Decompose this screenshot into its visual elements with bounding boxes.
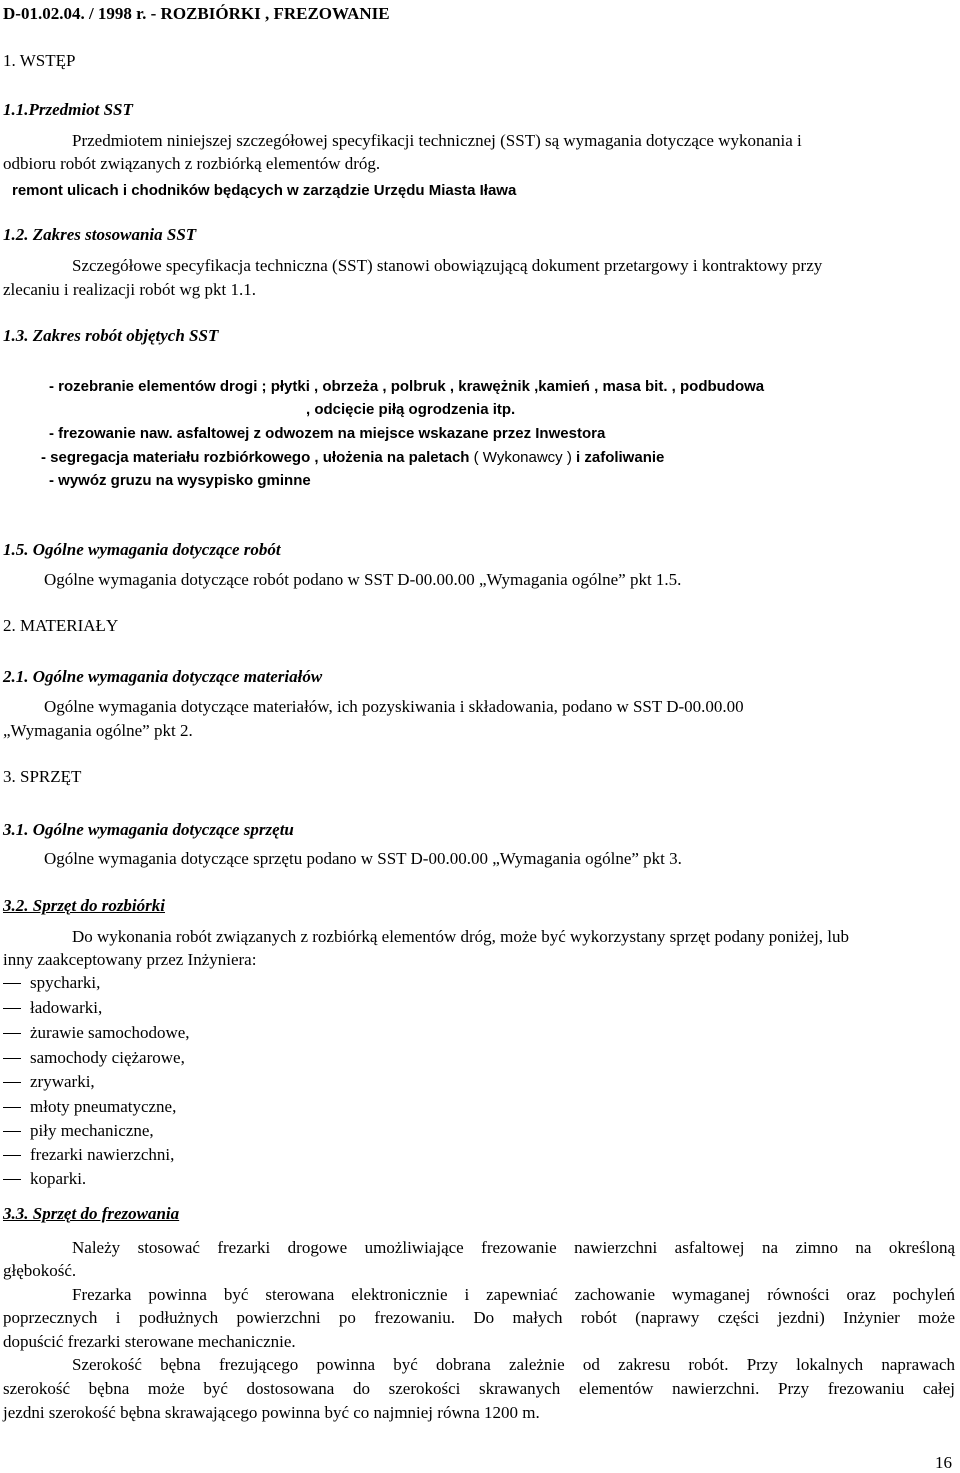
equipment-list-item-label: piły mechaniczne, [30, 1121, 154, 1140]
equipment-list-item-label: koparki. [30, 1169, 87, 1188]
section-3-3-paragraph-2-line-2: poprzecznych i podłużnych powierzchni po frezowaniu. Do małych robót (naprawy części jezdni) Inżynier może [3, 1308, 955, 1327]
dash-bullet-icon [3, 1107, 21, 1108]
section-3-2-heading-text: 3.2. Sprzęt do rozbiórki [3, 896, 165, 915]
equipment-list-item-label: spycharki, [30, 973, 101, 992]
section-3-1-heading: 3.1. Ogólne wymagania dotyczące sprzętu [3, 820, 294, 839]
section-1-3-heading: 1.3. Zakres robót objętych SST [3, 326, 219, 345]
equipment-list-item-label: frezarki nawierzchni, [30, 1145, 175, 1164]
works-list-item-3-main: - segregacja materiału rozbiórkowego , ułożenia na paletach [41, 449, 470, 466]
equipment-list-item [3, 1168, 403, 1192]
works-list-item-3 [41, 448, 664, 468]
section-1-5-heading: 1.5. Ogólne wymagania dotyczące robót [3, 540, 281, 559]
section-3-2-heading [3, 896, 165, 916]
equipment-list-item-label: młoty pneumatyczne, [30, 1097, 177, 1116]
section-2-1-paragraph-line-2: „Wymagania ogólne” pkt 2. [3, 721, 193, 740]
page-number: 16 [935, 1453, 952, 1472]
equipment-list-item [3, 972, 403, 996]
section-1-heading: 1. WSTĘP [3, 51, 76, 70]
section-3-heading: 3. SPRZĘT [3, 767, 82, 786]
section-3-3-paragraph-3-line-3: jezdni szerokość bębna skrawającego powinna być co najmniej równa 1200 m. [3, 1403, 540, 1422]
section-3-3-paragraph-2-line-1: Frezarka powinna być sterowana elektronicznie i zapewniać zachowanie wymaganej równości oraz pochyleń [72, 1285, 955, 1304]
section-3-3-paragraph-3-line-2: szerokość bębna może być dostosowana do szerokości skrawanych elementów nawierzchni. Przy frezowaniu całej [3, 1379, 955, 1398]
works-list-item-2: - frezowanie naw. asfaltowej z odwozem na miejsce wskazane przez Inwestora [49, 425, 606, 442]
dash-bullet-icon [3, 1058, 21, 1059]
equipment-list-item [3, 1071, 403, 1095]
works-list-item-1: - rozebranie elementów drogi ; płytki , obrzeża , polbruk , krawężnik ,kamień , masa bit. , podbudowa [49, 378, 765, 395]
equipment-list [3, 972, 403, 1192]
equipment-list-item [3, 1096, 403, 1120]
equipment-list-item-label: zrywarki, [30, 1072, 95, 1091]
equipment-list-item-label: ładowarki, [30, 998, 103, 1017]
section-2-1-heading: 2.1. Ogólne wymagania dotyczące materiałów [3, 667, 323, 686]
section-3-2-paragraph-line-1: Do wykonania robót związanych z rozbiórką elementów dróg, może być wykorzystany sprzęt podany poniżej, lub [72, 927, 850, 946]
equipment-list-item [3, 1022, 403, 1046]
works-list-item-4: - wywóz gruzu na wysypisko gminne [49, 472, 311, 489]
equipment-list-item [3, 997, 403, 1021]
section-3-3-paragraph-3-line-1: Szerokość bębna frezującego powinna być dobrana zależnie od zakresu robót. Przy lokalnych naprawach [72, 1355, 955, 1374]
dash-bullet-icon [3, 983, 21, 984]
dash-bullet-icon [3, 1179, 21, 1180]
section-1-1-heading: 1.1.Przedmiot SST [3, 100, 133, 119]
works-list-item-1-continued: , odcięcie piłą ogrodzenia itp. [306, 401, 516, 418]
dash-bullet-icon [3, 1008, 21, 1009]
equipment-list-item [3, 1144, 403, 1168]
section-3-1-paragraph: Ogólne wymagania dotyczące sprzętu podano w SST D-00.00.00 „Wymagania ogólne” pkt 3. [44, 849, 682, 868]
section-1-1-paragraph-line-1: Przedmiotem niniejszej szczegółowej specyfikacji technicznej (SST) są wymagania dotyczące wykonania i [72, 131, 802, 150]
section-3-2-paragraph-line-2: inny zaakceptowany przez Inżyniera: [3, 950, 257, 969]
equipment-list-item-label: żurawie samochodowe, [30, 1023, 190, 1042]
section-1-2-paragraph-line-1: Szczegółowe specyfikacja techniczna (SST) stanowi obowiązującą dokument przetargowy i kontraktowy przy [72, 256, 823, 275]
section-1-2-heading: 1.2. Zakres stosowania SST [3, 225, 197, 244]
section-3-3-paragraph-1-line-2: głębokość. [3, 1261, 77, 1280]
equipment-list-item [3, 1047, 403, 1071]
section-3-3-heading [3, 1204, 179, 1224]
section-1-5-paragraph: Ogólne wymagania dotyczące robót podano w SST D-00.00.00 „Wymagania ogólne” pkt 1.5. [44, 570, 682, 589]
equipment-list-item-label: samochody ciężarowe, [30, 1048, 185, 1067]
dash-bullet-icon [3, 1155, 21, 1156]
section-1-1-scope-line: remont ulicach i chodników będących w zarządzie Urzędu Miasta Iława [12, 182, 517, 199]
section-1-2-paragraph-line-2: zlecaniu i realizacji robót wg pkt 1.1. [3, 280, 257, 299]
section-3-3-heading-text: 3.3. Sprzęt do frezowania [3, 1204, 180, 1223]
section-3-3-paragraph-2-line-3: dopuścić frezarki sterowane mechanicznie. [3, 1332, 296, 1351]
dash-bullet-icon [3, 1033, 21, 1034]
dash-bullet-icon [3, 1131, 21, 1132]
section-2-heading: 2. MATERIAŁY [3, 616, 119, 635]
section-1-1-paragraph-line-2: odbioru robót związanych z rozbiórką elementów dróg. [3, 154, 381, 173]
equipment-list-item [3, 1120, 403, 1144]
dash-bullet-icon [3, 1082, 21, 1083]
section-2-1-paragraph-line-1: Ogólne wymagania dotyczące materiałów, ich pozyskiwania i składowania, podano w SST D-00.00.00 [44, 697, 744, 716]
document-header: D-01.02.04. / 1998 r. - ROZBIÓRKI , FREZOWANIE [3, 4, 390, 23]
works-list-item-3-contractor: ( Wykonawcy ) [473, 449, 572, 466]
works-list-item-3-tail: i zafoliwanie [576, 449, 665, 466]
section-3-3-paragraph-1-line-1: Należy stosować frezarki drogowe umożliwiające frezowanie nawierzchni asfaltowej na zimno na określoną [72, 1238, 955, 1257]
